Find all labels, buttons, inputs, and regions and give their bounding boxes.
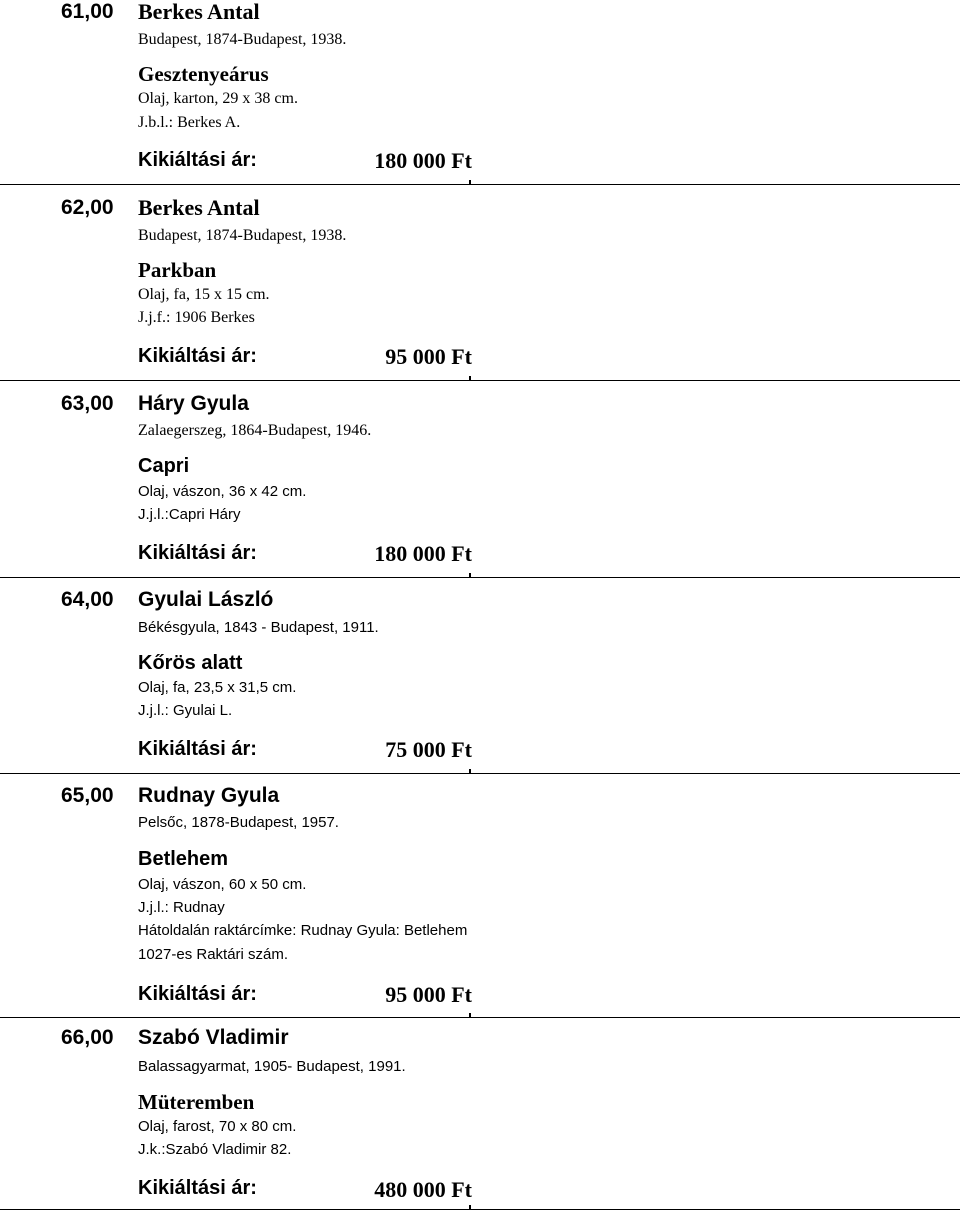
price-value: 180 000 Ft [374,148,472,173]
price-label: Kikiáltási ár: [138,738,257,760]
price-value: 95 000 Ft [385,982,472,1007]
artwork-title: Kőrös alatt [138,652,243,674]
artwork-signature: J.b.l.: Berkes A. [138,114,241,131]
artist-name: Háry Gyula [138,392,249,415]
artwork-signature: J.j.l.: Gyulai L. [138,702,233,719]
artist-name: Gyulai László [138,588,274,611]
lot-number: 62,00 [61,196,114,219]
artwork-title: Gesztenyeárus [138,62,269,86]
artwork-medium: Olaj, vászon, 36 x 42 cm. [138,483,307,500]
artwork-medium: Olaj, fa, 23,5 x 31,5 cm. [138,679,297,696]
artwork-note: Hátoldalán raktárcímke: Rudnay Gyula: Betlehem [138,922,468,939]
artwork-signature: J.j.l.:Capri Háry [138,506,241,523]
price-label: Kikiáltási ár: [138,983,257,1005]
artwork-title: Müteremben [138,1090,255,1114]
artist-bio: Budapest, 1874-Budapest, 1938. [138,31,347,48]
artwork-title: Parkban [138,258,217,282]
price-label: Kikiáltási ár: [138,542,257,564]
artist-name: Rudnay Gyula [138,784,280,807]
artwork-medium: Olaj, fa, 15 x 15 cm. [138,286,270,303]
lot-divider [0,577,960,578]
artist-bio: Békésgyula, 1843 - Budapest, 1911. [138,619,379,636]
artist-bio: Balassagyarmat, 1905- Budapest, 1991. [138,1058,406,1075]
price-label: Kikiáltási ár: [138,149,257,171]
lot-number: 64,00 [61,588,114,611]
artwork-title: Betlehem [138,848,229,870]
lot-divider [0,1209,960,1210]
artwork-note: 1027-es Raktári szám. [138,946,289,963]
artist-bio: Pelsőc, 1878-Budapest, 1957. [138,814,339,831]
artwork-signature: J.j.f.: 1906 Berkes [138,309,255,326]
lot-number: 63,00 [61,392,114,415]
price-value: 95 000 Ft [385,344,472,369]
artwork-medium: Olaj, karton, 29 x 38 cm. [138,90,298,107]
artist-bio: Zalaegerszeg, 1864-Budapest, 1946. [138,422,372,439]
artwork-title: Capri [138,455,190,477]
artwork-signature: J.k.:Szabó Vladimir 82. [138,1141,292,1158]
artist-bio: Budapest, 1874-Budapest, 1938. [138,227,347,244]
artwork-signature: J.j.l.: Rudnay [138,899,225,916]
price-value: 180 000 Ft [374,541,472,566]
lot-divider [0,184,960,185]
price-value: 480 000 Ft [374,1177,472,1202]
lot-number: 65,00 [61,784,114,807]
artist-name: Berkes Antal [138,0,260,24]
lot-number: 61,00 [61,0,114,23]
price-value: 75 000 Ft [385,737,472,762]
artwork-medium: Olaj, farost, 70 x 80 cm. [138,1118,297,1135]
artist-name: Szabó Vladimir [138,1026,289,1049]
lot-number: 66,00 [61,1026,114,1049]
lot-divider [0,1017,960,1018]
price-label: Kikiáltási ár: [138,345,257,367]
artist-name: Berkes Antal [138,195,260,220]
lot-divider [0,773,960,774]
lot-divider [0,380,960,381]
price-label: Kikiáltási ár: [138,1177,257,1199]
artwork-medium: Olaj, vászon, 60 x 50 cm. [138,876,307,893]
